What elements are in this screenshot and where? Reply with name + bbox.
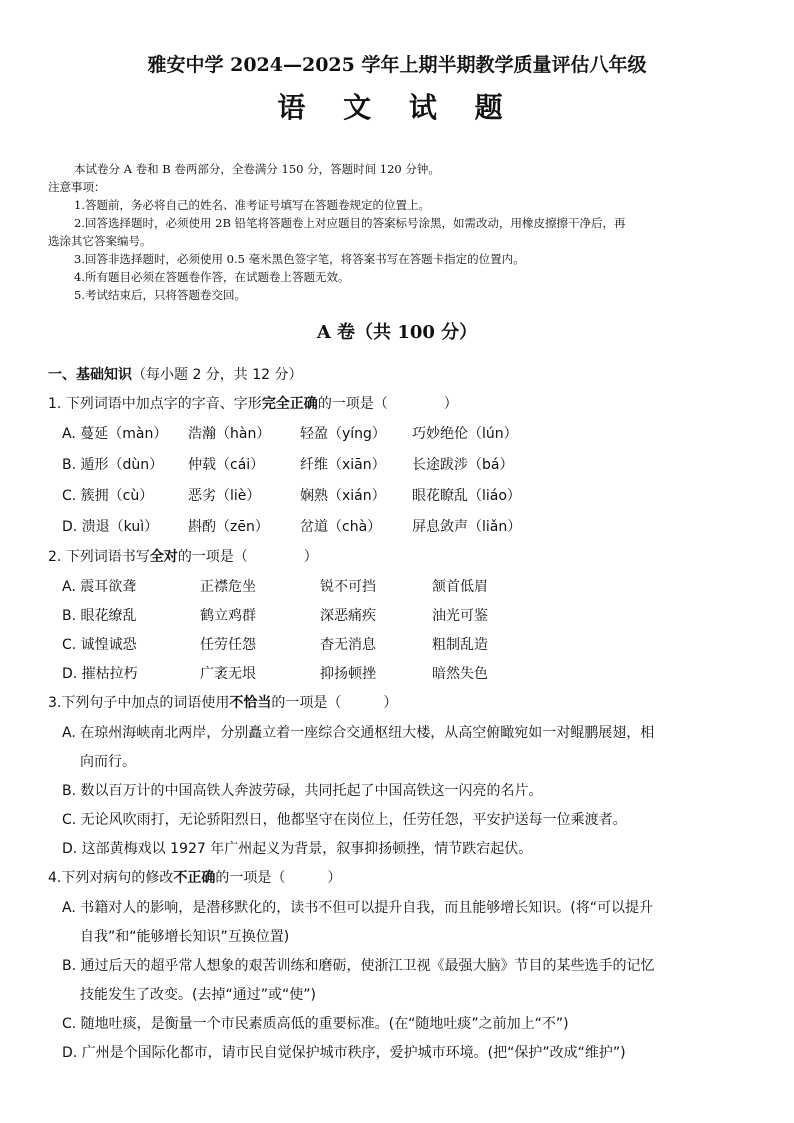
- q3-keyword: 不恰当: [229, 695, 272, 711]
- q1-d-1: D. 溃退（kuì）: [62, 519, 159, 535]
- notice-item-5: 5.考试结束后，只将答题卷交回。: [74, 288, 246, 302]
- q1-a-2: 浩瀚（hàn）: [188, 426, 271, 442]
- q2-a-4: 颔首低眉: [432, 579, 488, 595]
- q1-d-3: 岔道（chà）: [300, 519, 382, 535]
- q2-tail: 的一项是（ ）: [177, 549, 318, 565]
- q2-d-1: D. 摧枯拉朽: [62, 666, 138, 682]
- q4-option-b: B. 通过后天的超乎常人想象的艰苦训练和磨砺，使浙江卫视《最强大脑》节目的某些选手的记忆: [62, 958, 655, 974]
- q2-b-4: 油光可鉴: [432, 608, 488, 624]
- exam-title: 雅安中学 2024—2025 学年上期半期教学质量评估八年级: [147, 54, 647, 76]
- q3-option-a: A. 在琼州海峡南北两岸，分别矗立着一座综合交通枢纽大楼，从高空俯瞰宛如一对鲲鹏展翅，相: [62, 725, 655, 741]
- exam-subject-title: 语 文 试 题: [277, 91, 517, 124]
- q2-b-1: B. 眼花缭乱: [62, 608, 137, 624]
- q1-b-4: 长途跋涉（bá）: [412, 457, 514, 473]
- q1-text: 1. 下列词语中加点字的字音、字形: [48, 396, 262, 412]
- question-3: [48, 692, 397, 712]
- question-2: [48, 546, 318, 566]
- q2-b-2: 鹤立鸡群: [200, 608, 256, 624]
- q1-c-4: 眼花瞭乱（liáo）: [412, 488, 521, 504]
- q4-keyword: 不正确: [173, 870, 216, 886]
- section-a-heading: A 卷（共 100 分）: [316, 322, 478, 343]
- q1-keyword: 完全正确: [261, 396, 318, 412]
- q2-text: 2. 下列词语书写: [48, 549, 150, 565]
- q4-tail: 的一项是（ ）: [215, 870, 342, 886]
- q2-b-3: 深恶痛疾: [320, 608, 376, 624]
- q1-b-1: B. 遁形（dùn）: [62, 457, 164, 473]
- q4-option-d: D. 广州是个国际化都市，请市民自觉保护城市秩序，爱护城市环境。(把“保护”改成“维护”): [62, 1045, 626, 1061]
- q3-tail: 的一项是（ ）: [271, 695, 398, 711]
- q2-c-1: C. 诚惶诚恐: [62, 637, 137, 653]
- part1-note: （每小题 2 分，共 12 分）: [132, 367, 303, 383]
- q2-a-3: 锐不可挡: [320, 579, 376, 595]
- q3-option-a-cont: 向而行。: [80, 754, 136, 770]
- q4-option-a: A. 书籍对人的影响，是潜移默化的，读书不但可以提升自我，而且能够增长知识。(将“可以提升: [62, 900, 653, 916]
- q2-c-3: 杳无消息: [320, 637, 376, 653]
- notice-label: 注意事项：: [48, 180, 106, 194]
- q1-b-3: 纤维（xiān）: [300, 457, 386, 473]
- q3-option-b: B. 数以百万计的中国高铁人奔波劳碌，共同托起了中国高铁这一闪亮的名片。: [62, 783, 543, 799]
- q2-d-2: 广袤无垠: [200, 666, 256, 682]
- q3-option-d: D. 这部黄梅戏以 1927 年广州起义为背景，叙事抑扬顿挫，情节跌宕起伏。: [62, 841, 533, 857]
- q2-d-3: 抑扬顿挫: [320, 666, 376, 682]
- q1-c-1: C. 簇拥（cù）: [62, 488, 154, 504]
- q1-a-3: 轻盈（yíng）: [300, 426, 386, 442]
- q4-text: 4.下列对病句的修改: [48, 870, 174, 886]
- q2-a-1: A. 震耳欲聋: [62, 579, 137, 595]
- notice-item-4: 4.所有题目必须在答题卷作答，在试题卷上答题无效。: [74, 270, 350, 284]
- q2-d-4: 暗然失色: [432, 666, 488, 682]
- notice-item-2-cont: 选涂其它答案编号。: [48, 234, 152, 248]
- part1-label: 一、基础知识: [48, 367, 132, 383]
- notice-item-2: 2.回答选择题时，必须使用 2B 铅笔将答题卷上对应题目的答案标号涂黑，如需改动，用橡皮擦擦干净后，再: [74, 216, 626, 230]
- q1-a-4: 巧妙绝伦（lún）: [412, 426, 518, 442]
- q3-option-c: C. 无论风吹雨打，无论骄阳烈日，他都坚守在岗位上，任劳任怨，平安护送每一位乘渡者。: [62, 812, 627, 828]
- q1-d-4: 屏息敛声（liǎn）: [412, 519, 522, 535]
- q4-option-c: C. 随地吐痰，是衡量一个市民素质高低的重要标准。(在“随地吐痰”之前加上“不”): [62, 1016, 569, 1032]
- q2-keyword: 全对: [149, 549, 178, 565]
- notice-item-3: 3.回答非选择题时，必须使用 0.5 毫米黑色签字笔，将答案书写在答题卡指定的位置内。: [74, 252, 525, 266]
- q1-c-2: 恶劣（liè）: [188, 488, 261, 504]
- notice-item-1: 1.答题前，务必将自己的姓名、准考证号填写在答题卷规定的位置上。: [74, 198, 430, 212]
- q1-c-3: 娴熟（xián）: [300, 488, 386, 504]
- q4-option-a-cont: 自我”和“能够增长知识”互换位置): [80, 929, 290, 945]
- question-1: [48, 393, 458, 413]
- instructions-intro: 本试卷分 A 卷和 B 卷两部分，全卷满分 150 分，答题时间 120 分钟。: [74, 162, 440, 176]
- q1-tail: 的一项是（ ）: [317, 396, 458, 412]
- q2-a-2: 正襟危坐: [200, 579, 256, 595]
- q1-d-2: 斟酌（zēn）: [188, 519, 269, 535]
- q2-c-4: 粗制乱造: [432, 637, 488, 653]
- part1-heading: [48, 364, 303, 384]
- q4-option-b-cont: 技能发生了改变。(去掉“通过”或“使”): [80, 987, 316, 1003]
- q2-c-2: 任劳任怨: [200, 637, 256, 653]
- q3-text: 3.下列句子中加点的词语使用: [48, 695, 230, 711]
- q1-a-1: A. 蔓延（màn）: [62, 426, 168, 442]
- q1-b-2: 仲载（cái）: [188, 457, 265, 473]
- question-4: [48, 867, 341, 887]
